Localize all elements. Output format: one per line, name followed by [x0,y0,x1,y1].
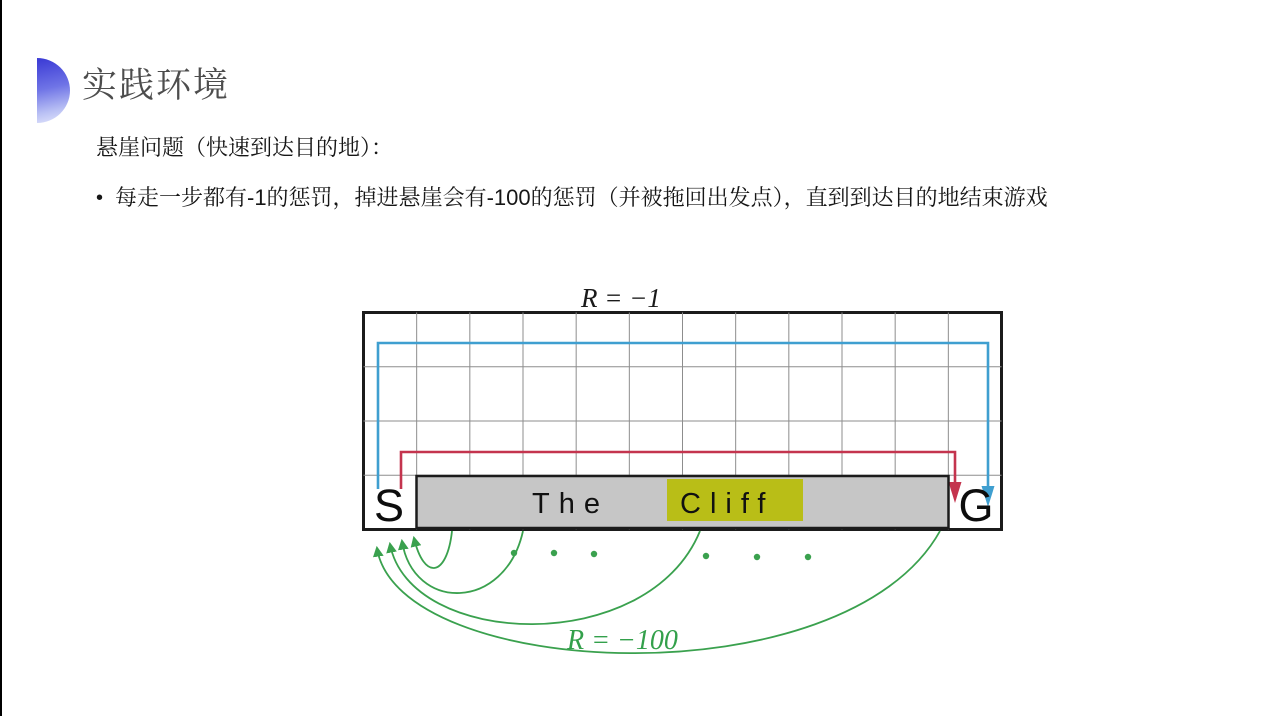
dot [511,550,517,556]
dot [551,550,557,556]
fall-arc-3 [390,531,700,624]
subtitle: 悬崖问题（快速到达目的地）： [96,135,394,160]
cliff-label-the: The [532,488,609,520]
page-title: 实践环境 [82,66,231,105]
dot [703,553,709,559]
bullet-marker: • [96,187,104,209]
fall-arc-2 [402,531,523,593]
reward-cliff-label: R = −100 [567,625,678,656]
dot [805,554,811,560]
dot [754,554,760,560]
ellipsis-dots [511,550,811,560]
bullet-text: 每走一步都有-1的惩罚，掉进悬崖会有-100的惩罚（并被拖回出发点），直到到达目的地结束游戏 [115,185,1048,210]
reward-step-label: R = −1 [581,283,661,313]
cliff-label-cliff: Cliff [680,488,775,520]
fall-arc-1 [414,531,452,568]
dot [591,551,597,557]
start-cell-label: S [373,480,405,531]
goal-cell-label: G [958,480,994,531]
